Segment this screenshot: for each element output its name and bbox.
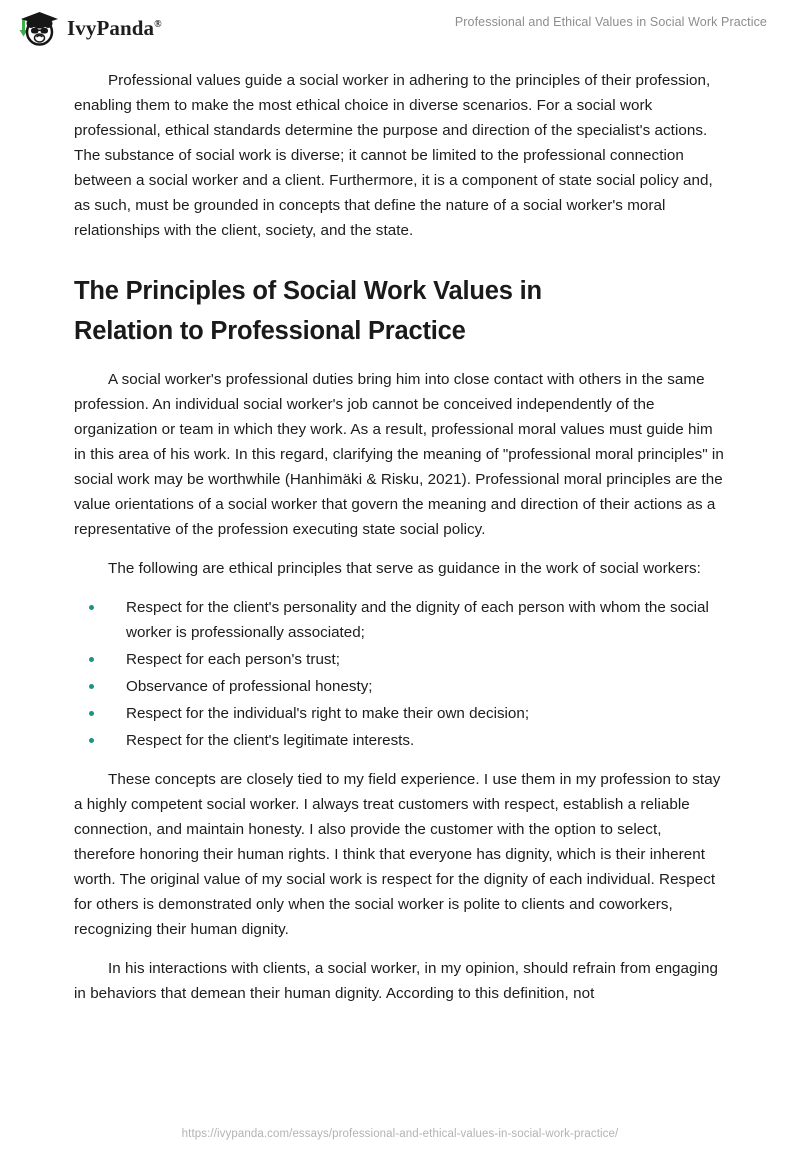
document-content xyxy=(74,68,726,1020)
registered-mark: ® xyxy=(154,18,162,30)
paragraph-5: In his interactions with clients, a social worker, in my opinion, should refrain from engaging in behaviors that demean their human dignity. According to this definition, not xyxy=(74,960,718,1002)
panda-graduate-logo-icon xyxy=(16,8,60,48)
list-item xyxy=(74,674,726,699)
list-item-label: Respect for each person's trust; xyxy=(126,651,340,668)
list-item xyxy=(74,701,726,726)
paragraph-1: Professional values guide a social worker in adhering to the principles of their profession, enabling them to make the most ethical choice in diverse scenarios. For a social work professional, ethical standards determine the purpose and direction of the specialist's actions. The substance of social work is diverse; it cannot be limited to the professional connection between a social worker and a client. Furthermore, it is a component of state social policy and, as such, must be grounded in concepts that define the nature of a social worker's moral relationships with the client, society, and the state. xyxy=(74,72,713,239)
bullet-icon xyxy=(89,657,94,662)
list-item-label: Respect for the individual's right to make their own decision; xyxy=(126,705,530,722)
brand-name-text: IvyPanda xyxy=(67,15,155,40)
list-item-label: Observance of professional honesty; xyxy=(126,678,373,695)
list-item xyxy=(74,595,726,645)
list-item xyxy=(74,728,726,753)
list-item xyxy=(74,647,726,672)
paragraph-3: The following are ethical principles that serve as guidance in the work of social workers: xyxy=(108,560,701,577)
brand-name xyxy=(67,15,162,40)
page-header xyxy=(0,0,800,52)
page-footer xyxy=(0,1124,800,1142)
bullet-icon xyxy=(89,605,94,610)
list-item-label: Respect for the client's personality and the dignity of each person with whom the social worker is professionally associated; xyxy=(126,599,709,641)
section-heading-principles: The Principles of Social Work Values in Relation to Professional Practice xyxy=(74,277,542,345)
bullet-icon xyxy=(89,684,94,689)
paragraph-2: A social worker's professional duties bring him into close contact with others in the same profession. An individual social worker's job cannot be conceived independently of the organization or team in which they work. As a result, professional moral values must guide him in this area of his work. In this regard, clarifying the meaning of "professional moral principles" in social work may be worthwhile (Hanhimäki & Risku, 2021). Professional moral principles are the value orientations of a social worker that govern the meaning and direction of their actions as a representative of the profession executing state social policy. xyxy=(74,371,724,538)
paragraph-4: These concepts are closely tied to my field experience. I use them in my profession to stay a highly competent social worker. I always treat customers with respect, establish a reliable connection, and maintain honesty. I also provide the customer with the option to select, therefore honoring their human rights. I think that everyone has dignity, which is their inherent worth. The original value of my social work is respect for the dignity of each individual. Respect for others is demonstrated only when the social worker is polite to clients and coworkers, recognizing their human dignity. xyxy=(74,771,721,938)
principles-list xyxy=(74,595,726,753)
list-item-label: Respect for the client's legitimate interests. xyxy=(126,732,415,749)
source-url[interactable]: https://ivypanda.com/essays/professional-and-ethical-values-in-social-work-practice/ xyxy=(181,1128,619,1140)
bullet-icon xyxy=(89,711,94,716)
document-header-title: Professional and Ethical Values in Social Work Practice xyxy=(454,15,767,29)
bullet-icon xyxy=(89,738,94,743)
brand-logo[interactable] xyxy=(16,8,162,48)
